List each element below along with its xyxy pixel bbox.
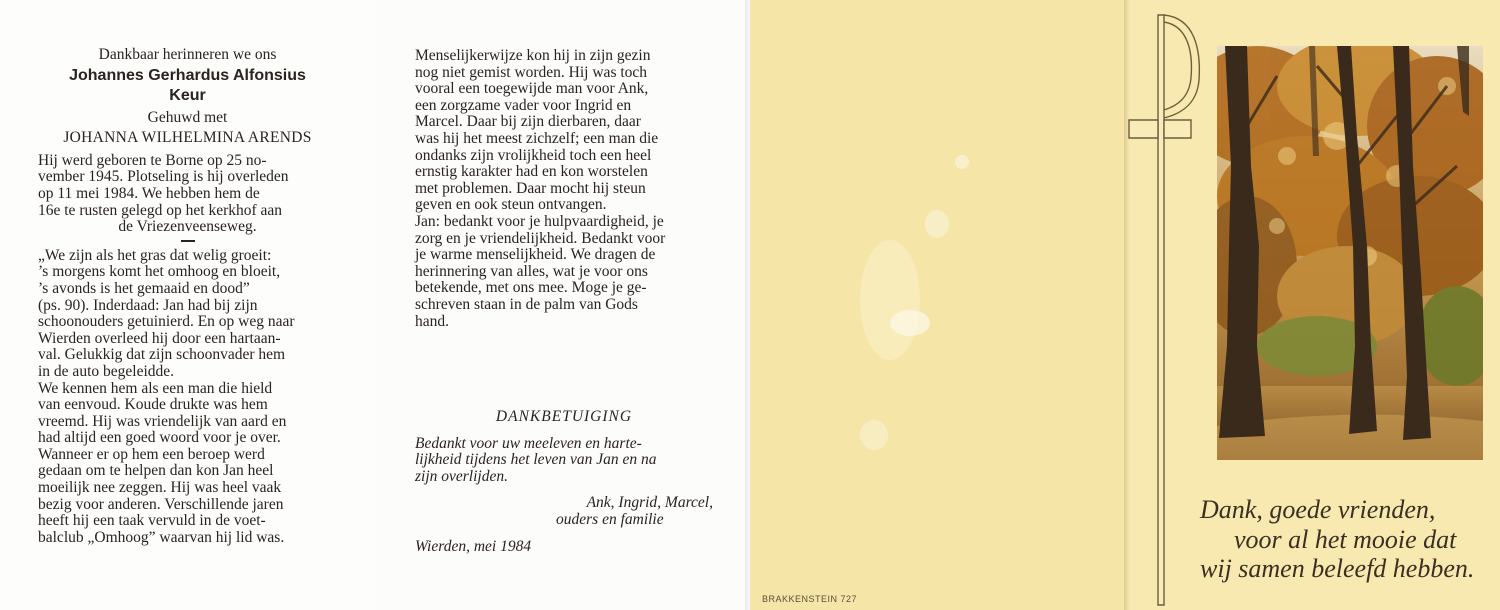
text-line: val. Gelukkig dat zijn schoonvader hem xyxy=(38,346,286,364)
deceased-name-line2: Keur xyxy=(169,86,206,104)
text-line: heeft hij een taak vervuld in de voet- xyxy=(38,512,266,530)
text-line: zorg en je vriendelijkheid. Bedankt voor xyxy=(415,229,666,247)
text-line: was hij het meest zichzelf; een man die xyxy=(415,129,659,147)
text-line: vooral een toegewijde man voor Ank, xyxy=(415,80,649,98)
text-line: We kennen hem als een man die hield xyxy=(38,379,273,397)
bio-paragraph xyxy=(38,153,337,236)
text-line: ’s avonds is het gemaaid en dood” xyxy=(38,279,250,297)
memorial-text-panel-left xyxy=(0,0,375,610)
text-line: betekende, met ons mee. Moge je ge- xyxy=(415,279,647,297)
chi-rho-cross-icon xyxy=(1125,10,1205,610)
dankbetuiging-block xyxy=(415,409,713,555)
deceased-name-line1: Johannes Gerhardus Alfonsius xyxy=(69,66,306,84)
text-line: Wierden overleed hij door een hartaan- xyxy=(38,329,281,347)
text-line: geven en ook steun ontvangen. xyxy=(415,196,607,214)
text-line: Marcel. Daar bij zijn dierbaren, daar xyxy=(415,113,641,131)
spouse-name: JOHANNA WILHELMINA ARENDS xyxy=(63,129,312,147)
fold-shadow xyxy=(745,0,751,610)
text-line: schoonouders getuinierd. En op weg naar xyxy=(38,313,295,331)
place-date: Wierden, mei 1984 xyxy=(415,537,532,555)
text-line: een zorgzame vader voor Ingrid en xyxy=(415,96,632,114)
text-line: Bedankt voor uw meeleven en harte- xyxy=(415,434,642,452)
text-line: „We zijn als het gras dat welig groeit: xyxy=(38,246,272,264)
bio-line: de Vriezenveenseweg. xyxy=(118,218,257,236)
text-line: je warme menselijkheid. We dragen de xyxy=(415,246,656,264)
publisher-code: BRAKKENSTEIN 727 xyxy=(762,594,858,604)
text-line: met problemen. Daar mocht hij steun xyxy=(415,179,646,197)
bio-line: Hij werd geboren te Borne op 25 no- xyxy=(38,151,267,169)
text-line: bezig voor anderen. Verschillende jaren xyxy=(38,495,284,513)
text-line: ondanks zijn vrolijkheid toch een heel xyxy=(415,146,652,164)
text-line: ernstig karakter had en kon worstelen xyxy=(415,163,648,181)
quote-paragraph xyxy=(38,248,337,547)
intro-line: Dankbaar herinneren we ons xyxy=(98,46,277,63)
verse-line1: Dank, goede vrienden, xyxy=(1200,495,1436,524)
text-line: van eenvoud. Koude drukte was hem xyxy=(38,396,268,414)
text-line: Jan: bedankt voor je hulpvaardigheid, je xyxy=(415,212,664,230)
dankbetuiging-heading: DANKBETUIGING xyxy=(495,408,633,425)
text-line: ’s morgens komt het omhoog en bloeit, xyxy=(38,263,281,281)
bio-line: 16e te rusten gelegd op het kerkhof aan xyxy=(38,201,283,219)
paper-stain xyxy=(925,210,949,238)
married-label: Gehuwd met xyxy=(147,108,228,126)
text-line: vreemd. Hij was vriendelijk van aard en xyxy=(38,412,287,430)
text-line: moeilijk nee zeggen. Hij was heel vaak xyxy=(38,479,282,497)
left-text-column xyxy=(38,47,337,546)
middle-text-column xyxy=(415,48,713,330)
verse-line2: voor al het mooie dat xyxy=(1234,524,1457,554)
paper-stain xyxy=(860,240,920,360)
verse-line3: wij samen beleefd hebben. xyxy=(1200,554,1475,583)
text-line: gedaan om te helpen dan kon Jan heel xyxy=(38,462,274,480)
text-line: balclub „Omhoog” waarvan hij lid was. xyxy=(38,528,285,546)
text-line: herinnering van alles, wat je voor ons xyxy=(415,262,648,280)
text-line: had altijd een goed woord voor je over. xyxy=(38,429,281,447)
thanks-verse xyxy=(1200,495,1490,584)
text-line: in de auto begeleidde. xyxy=(38,362,175,380)
bio-line: vember 1945. Plotseling is hij overleden xyxy=(38,168,289,186)
bio-line: op 11 mei 1984. We hebben hem de xyxy=(38,184,260,202)
paper-stain xyxy=(860,420,888,450)
text-line: hand. xyxy=(415,312,450,330)
signature-line2: ouders en familie xyxy=(556,510,664,528)
paper-stain xyxy=(955,155,969,169)
text-line: schreven staan in de palm van Gods xyxy=(415,295,638,313)
text-line: zijn overlijden. xyxy=(415,467,508,485)
card-inside-panel xyxy=(750,0,1127,610)
text-line: Wanneer er op hem een beroep werd xyxy=(38,445,265,463)
text-line: Menselijkerwijze kon hij in zijn gezin xyxy=(415,47,651,64)
text-line: nog niet gemist worden. Hij was toch xyxy=(415,63,648,81)
text-line: lijkheid tijdens het leven van Jan en na xyxy=(415,451,657,469)
memorial-text-panel-right xyxy=(375,0,750,610)
autumn-forest-photo xyxy=(1217,46,1483,460)
separator-dash xyxy=(181,240,195,242)
text-line: (ps. 90). Inderdaad: Jan had bij zijn xyxy=(38,296,258,314)
signature-line1: Ank, Ingrid, Marcel, xyxy=(586,494,713,512)
